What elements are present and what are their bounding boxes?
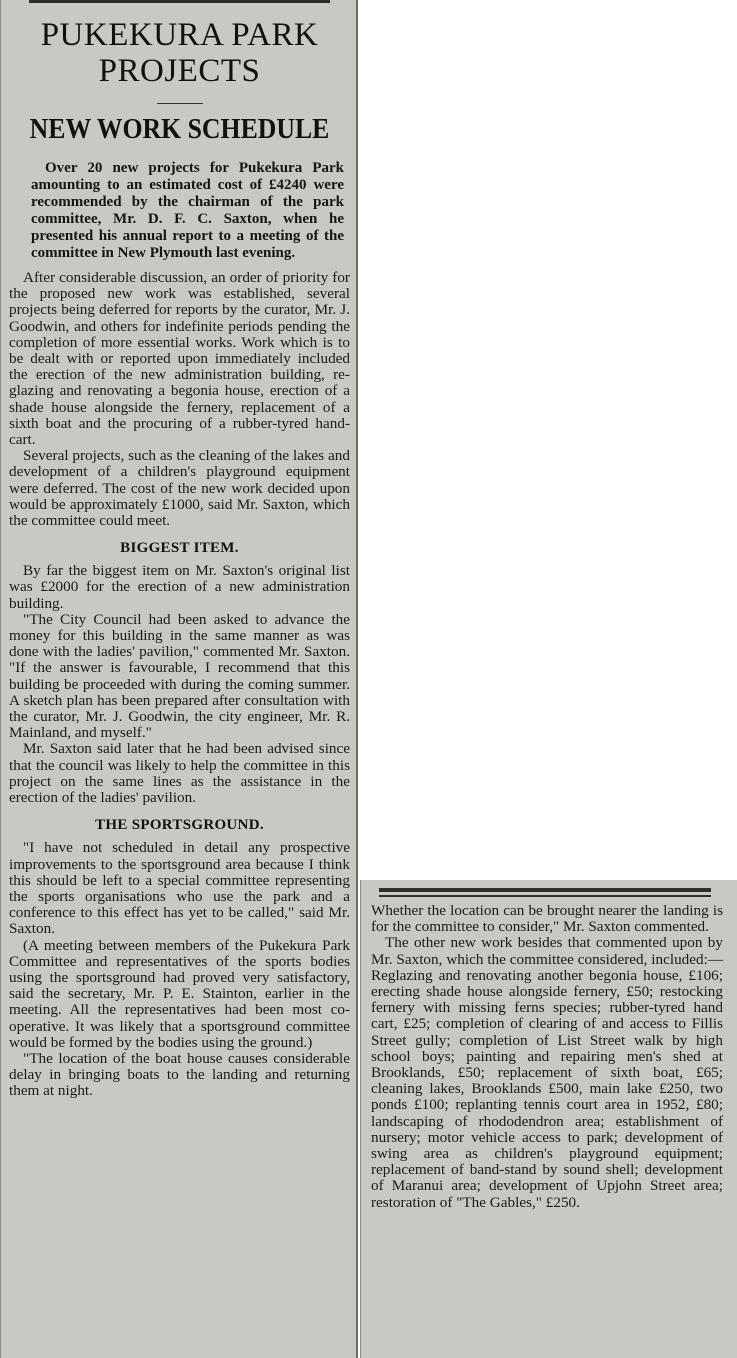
body-paragraph: Several projects, such as the cleaning of the lakes and development of a children's playground equipment were deferred. The cost of the new work decided upon would be approximately £1000, said Mr. Saxton, which the committee could meet. (9, 447, 350, 530)
column-rule-thick (379, 888, 711, 892)
column-rule-thin (379, 895, 711, 897)
top-rule (29, 0, 330, 3)
section-heading-sportsground: THE SPORTSGROUND. (95, 817, 264, 834)
body-paragraph: (A meeting between members of the Pukekura Park Committee and representatives of the sports bodies using the sportsground had proved very satisfactory, said the secretary, Mr. P. E. Stainton, earlier in the meeting. All the representatives had been most co-operative. It was likely that a sportsground committee would be formed by the bodies using the ground.) (9, 936, 350, 1051)
headline-divider (157, 103, 203, 104)
body-paragraph: "The City Council had been asked to advance the money for this building in the same manner as was done with the ladies' pavilion," commented Mr. Saxton. "If the answer is favourable, I recommend that this building be proceeded with during the coming summer. A sketch plan has been prepared after consultation with the curator, Mr. J. Goodwin, the city engineer, Mr. R. Mainland, and myself." (9, 610, 350, 742)
body-paragraph: Mr. Saxton said later that he had been advised since that the council was likely to help the committee in this project on the same lines as the assistance in the erection of the ladies' pavilion. (9, 740, 350, 807)
article-column-left (0, 0, 358, 1358)
continuation-paragraph: Whether the location can be brought nearer the landing is for the committee to consider," Mr. Saxton commented. (371, 902, 723, 936)
lead-paragraph: Over 20 new projects for Pukekura Park amounting to an estimated cost of £4240 were recommended by the chairman of the park committee, Mr. D. F. C. Saxton, when he presented his annual report to a meeting of the committee in New Plymouth last evening. (31, 160, 344, 261)
article-column-continuation (360, 880, 737, 1358)
continuation-paragraph: The other new work besides that commented upon by Mr. Saxton, which the committee considered, included:—Reglazing and renovating another begonia house, £106; erecting shade house alongside fernery, £50; restocking fernery with missing ferns species; rubber-tyred hand cart, £25; completion of clearing of and access to Fillis Street gully; completion of List Street walk by high school boys; painting and repairing men's shed at Brooklands, £50; replacement of sixth boat, £65; cleaning lakes, Brooklands £500, main lake £250, two ponds £100; replanting tennis court area in 1952, £80; landscaping of rhododendron area; establishment of nursery; motor vehicle access to park; development of swing area as children's playground equipment; replacement of band-stand by sound shell; development of Maranui area; development of Upjohn Street area; restoration of "The Gables," £250. (371, 934, 723, 1211)
body-paragraph: "I have not scheduled in detail any prospective improvements to the sportsground area because I think this should be left to a special committee representing the sports organisations who use the park and a conference to this effect has yet to be called," said Mr. Saxton. (9, 839, 350, 938)
subheadline: NEW WORK SCHEDULE (29, 114, 330, 145)
headline: PUKEKURA PARK PROJECTS (40, 17, 319, 89)
body-paragraph: After considerable discussion, an order of priority for the proposed new work was established, several projects being deferred for reports by the curator, Mr. J. Goodwin, and others for indefinite periods pending the completion of more essential works. Work which is to be dealt with or reported upon immediately included the erection of the new administration building, re-glazing and renovating a begonia house, erection of a shade house alongside the fernery, replacement of a sixth boat and the procuring of a rubber-tyred hand-cart. (9, 269, 350, 449)
body-paragraph: "The location of the boat house causes considerable delay in bringing boats to the landing and returning them at night. (9, 1049, 350, 1100)
body-paragraph: By far the biggest item on Mr. Saxton's original list was £2000 for the erection of a new administration building. (9, 562, 350, 612)
section-heading-biggest-item: BIGGEST ITEM. (120, 540, 239, 557)
